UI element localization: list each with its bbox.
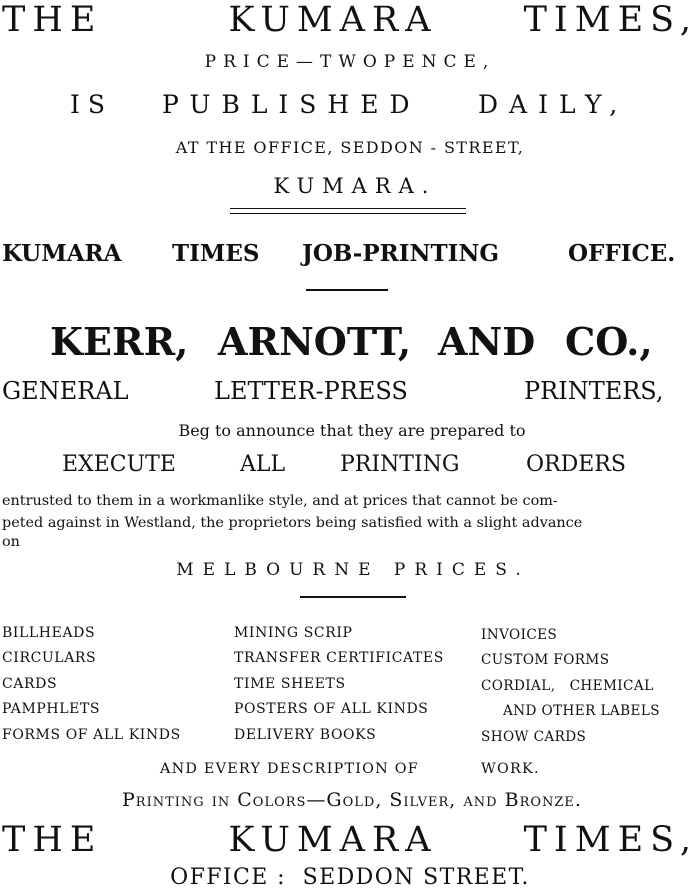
services-column-2	[234, 621, 444, 748]
service-item: CARDS	[2, 675, 58, 692]
advertisement-page: THE KUMARA TIMES, PRICE—TWOPENCE, IS PUBLISHED DAILY, AT THE OFFICE, SEDDON - STREET, KUMARA. KUMARA TIMES JOB-PRINTING OFFICE. KERR, ARNOTT, AND CO., GENERAL LETTER-PRESS PRINTERS, Beg to announce that they are prepared to EXECUTE ALL PRINTING ORDERS entrusted to them in a workmanlike style, and at prices that cannot be com- peted against in Westland, the proprietors being satisfied with a slight advance on MELBOURNE PRICES. BILLHEADS CIRCULARS CARDS PAMPHLETS FORMS OF ALL KINDS MINING SCRIP TRANSFER CERTIFICATES TIME SHEETS POSTERS OF ALL KINDS DELIVERY BOOKS INVOICES CUSTOM FORMS CORDIAL, CHEMICAL AND OTHER LABELS SHOW CARDS AND EVERY DESCRIPTION OF WORK. Printing in Colors—Gold, Silver, and Bronze. THE KUMARA TIMES, OFFICE : SEDDON STREET.	[0, 0, 700, 893]
service-item: INVOICES	[481, 627, 558, 643]
published-word-daily: DAILY,	[478, 90, 629, 119]
body-text-1: entrusted to them in a workmanlike style, and at prices that cannot be com-	[2, 493, 558, 509]
footer-word-times: TIMES,	[523, 820, 698, 860]
service-item: DELIVERY BOOKS	[234, 726, 377, 743]
service-item: CIRCULARS	[2, 650, 97, 667]
service-item: SHOW CARDS	[481, 728, 587, 745]
town-line: KUMARA.	[273, 174, 437, 198]
office-address-line: AT THE OFFICE, SEDDON - STREET,	[175, 138, 525, 157]
published-word-is: IS	[70, 90, 114, 119]
masthead-word-the: THE	[2, 0, 103, 40]
service-item: CUSTOM FORMS	[481, 652, 610, 669]
services-column-3	[481, 623, 660, 750]
service-item: AND OTHER LABELS	[503, 703, 660, 720]
melbourne-prices: MELBOURNE PRICES.	[176, 560, 530, 580]
body-text-2: peted against in Westland, the proprietors being satisfied with a slight advance	[2, 515, 583, 531]
colors-line: Printing in Colors—Gold, Silver, and Bronze.	[122, 789, 582, 811]
published-word-published: PUBLISHED	[162, 90, 421, 119]
services-column-1	[2, 621, 181, 748]
body-text-3: on	[2, 534, 20, 550]
service-item: TRANSFER CERTIFICATES	[234, 650, 444, 667]
masthead-word-kumara: KUMARA	[228, 0, 438, 40]
service-item: TIME SHEETS	[234, 675, 346, 692]
price-line: PRICE—TWOPENCE,	[204, 52, 496, 72]
footer-title	[0, 820, 700, 860]
service-item: CORDIAL, CHEMICAL	[481, 677, 654, 694]
footer-word-kumara: KUMARA	[228, 820, 438, 860]
masthead-title	[0, 0, 700, 40]
service-item: MINING SCRIP	[234, 625, 353, 641]
short-rule-2	[300, 596, 406, 598]
masthead-word-times: TIMES,	[523, 0, 698, 40]
double-rule	[230, 208, 466, 214]
footer-word-the: THE	[2, 820, 103, 860]
footer-office-line: OFFICE : SEDDON STREET.	[170, 865, 530, 890]
announce-line: Beg to announce that they are prepared to	[178, 421, 526, 440]
service-item: BILLHEADS	[2, 625, 96, 641]
short-rule-1	[306, 289, 388, 291]
service-item: FORMS OF ALL KINDS	[2, 726, 181, 743]
service-item: PAMPHLETS	[2, 701, 101, 718]
service-item: POSTERS OF ALL KINDS	[234, 701, 429, 718]
